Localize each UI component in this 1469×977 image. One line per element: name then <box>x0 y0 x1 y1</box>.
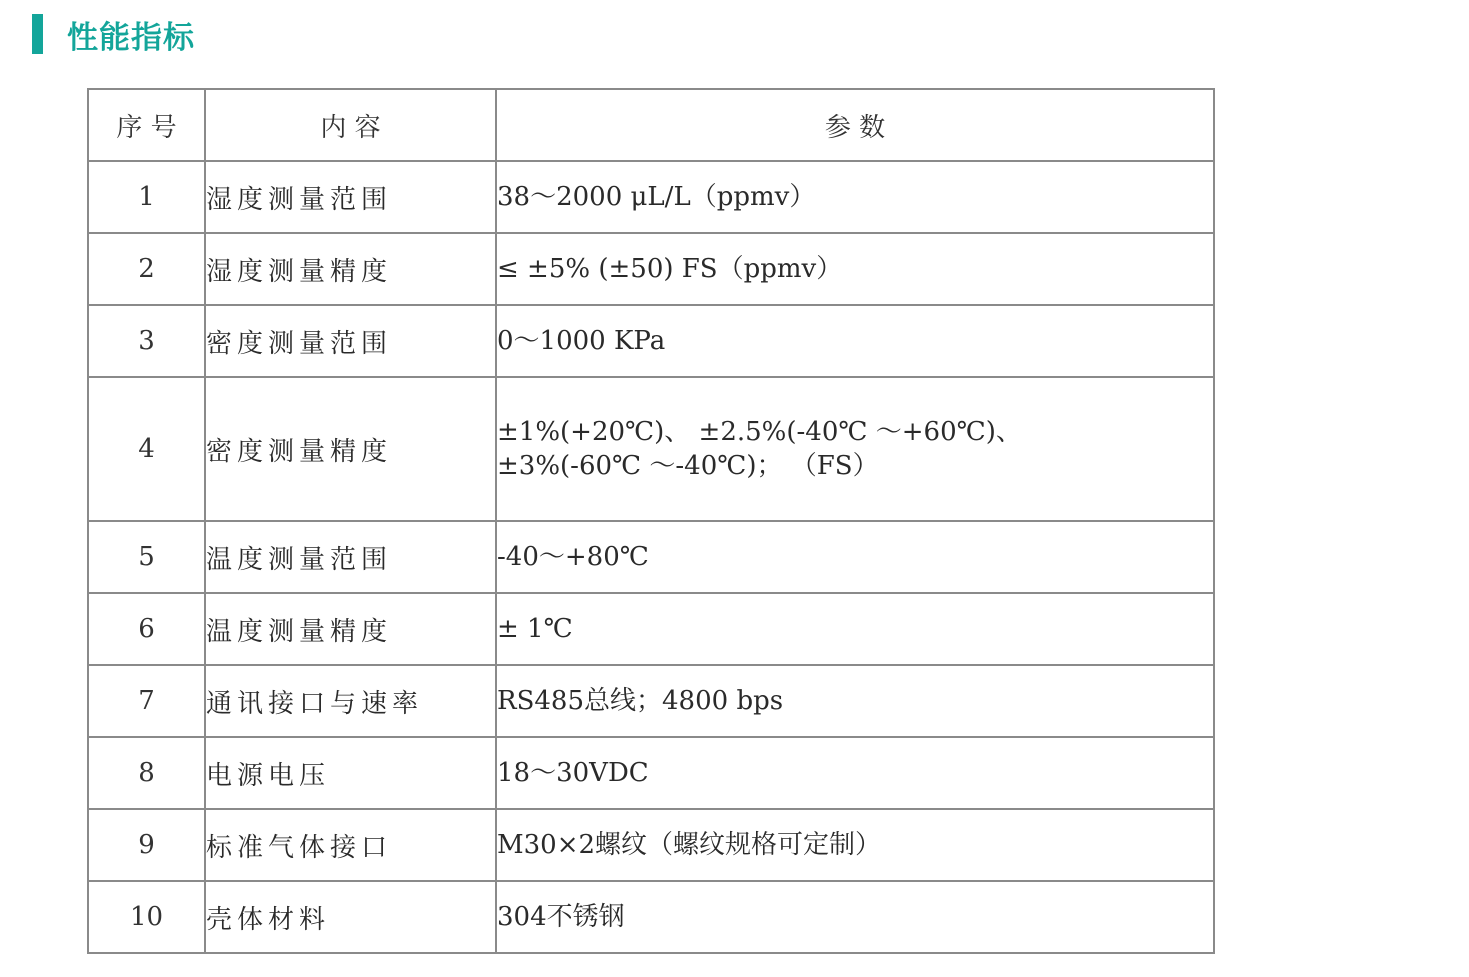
row-number: 5 <box>88 521 205 593</box>
row-item: 电源电压 <box>205 737 496 809</box>
section-header <box>32 12 195 56</box>
param-line: 38～2000 μL/L（ppmv） <box>497 182 816 212</box>
row-item: 密度测量精度 <box>205 377 496 521</box>
row-param <box>496 233 1214 305</box>
row-item: 密度测量范围 <box>205 305 496 377</box>
row-param <box>496 665 1214 737</box>
param-line: ±3%(-60℃ ～-40℃)； （FS） <box>497 451 879 481</box>
performance-spec-table <box>87 88 1215 954</box>
row-item: 壳体材料 <box>205 881 496 953</box>
row-item: 湿度测量精度 <box>205 233 496 305</box>
table-row <box>88 881 1214 953</box>
table-row <box>88 161 1214 233</box>
param-line: ±1%(+20℃)、 ±2.5%(-40℃ ～+60℃)、 <box>497 417 1022 447</box>
row-number: 9 <box>88 809 205 881</box>
table-row <box>88 233 1214 305</box>
table-header-row <box>88 89 1214 161</box>
row-number: 8 <box>88 737 205 809</box>
row-param <box>496 881 1214 953</box>
table-row <box>88 305 1214 377</box>
param-line: 304不锈钢 <box>497 902 625 932</box>
row-param <box>496 305 1214 377</box>
section-title: 性能指标 <box>67 19 195 56</box>
column-header-no: 序 号 <box>88 89 205 161</box>
table-row <box>88 377 1214 521</box>
row-param <box>496 593 1214 665</box>
row-item: 通讯接口与速率 <box>205 665 496 737</box>
table-row <box>88 737 1214 809</box>
param-line: ± 1℃ <box>497 614 573 644</box>
param-line: ≤ ±5% (±50) FS（ppmv） <box>497 254 843 284</box>
row-param <box>496 521 1214 593</box>
param-line: RS485总线；4800 bps <box>497 686 784 716</box>
table-row <box>88 593 1214 665</box>
row-item: 温度测量范围 <box>205 521 496 593</box>
row-item: 湿度测量范围 <box>205 161 496 233</box>
table-row <box>88 665 1214 737</box>
row-number: 3 <box>88 305 205 377</box>
column-header-param: 参 数 <box>496 89 1214 161</box>
row-item: 温度测量精度 <box>205 593 496 665</box>
row-number: 2 <box>88 233 205 305</box>
row-number: 1 <box>88 161 205 233</box>
row-number: 7 <box>88 665 205 737</box>
param-line: 18～30VDC <box>497 758 649 788</box>
param-line: M30×2螺纹（螺纹规格可定制） <box>497 830 882 860</box>
param-line: 0～1000 KPa <box>497 326 666 356</box>
section-accent-bar <box>32 14 43 54</box>
row-number: 4 <box>88 377 205 521</box>
row-number: 10 <box>88 881 205 953</box>
column-header-item: 内 容 <box>205 89 496 161</box>
table-row <box>88 521 1214 593</box>
row-param <box>496 161 1214 233</box>
param-line: -40～+80℃ <box>497 542 649 572</box>
row-param <box>496 737 1214 809</box>
row-param <box>496 377 1214 521</box>
table-row <box>88 809 1214 881</box>
row-param <box>496 809 1214 881</box>
row-number: 6 <box>88 593 205 665</box>
row-item: 标准气体接口 <box>205 809 496 881</box>
